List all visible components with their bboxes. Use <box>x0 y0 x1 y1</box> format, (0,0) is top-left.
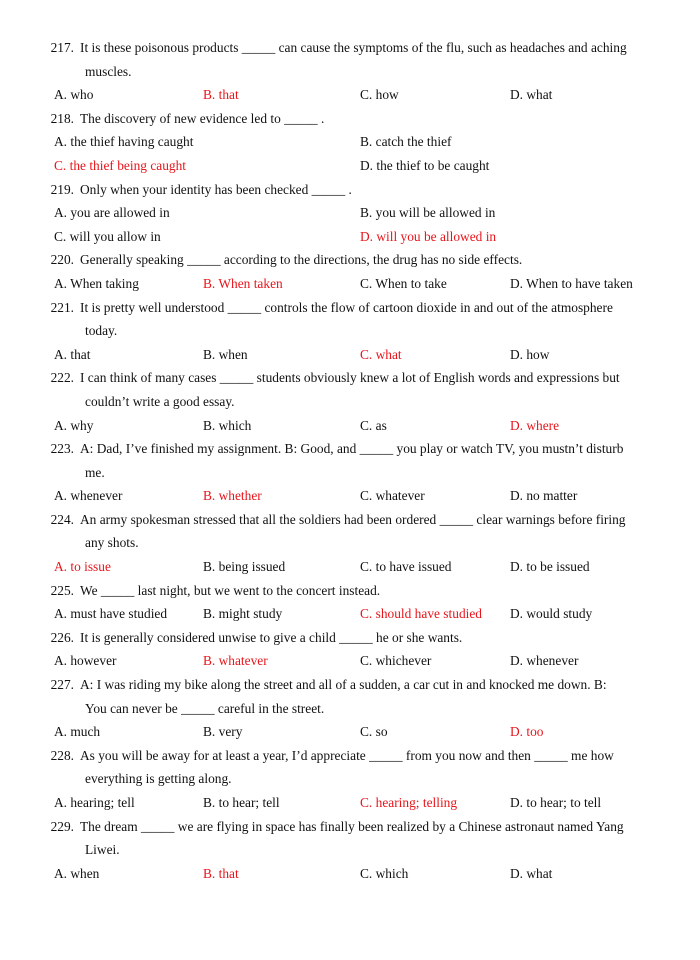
question-number: 227. <box>50 677 74 693</box>
question-228 <box>0 744 700 815</box>
options-row <box>0 130 700 154</box>
options-row <box>0 602 700 626</box>
question-text: An army spokesman stressed that all the soldiers had been ordered _____ clear warnings before firing <box>80 511 626 527</box>
options-row <box>0 555 700 579</box>
question-text-continued: any shots. <box>85 535 139 551</box>
question-text-continued: Liwei. <box>85 842 120 858</box>
options-row <box>0 272 700 296</box>
option-b: B. might study <box>203 606 283 622</box>
option-b: B. you will be allowed in <box>360 205 496 221</box>
option-c: C. as <box>360 417 387 433</box>
question-text: It is pretty well understood _____ controls the flow of cartoon dioxide in and out of the atmosphere <box>80 299 613 315</box>
option-c-correct: C. what <box>360 346 402 362</box>
option-a: A. why <box>54 417 94 433</box>
question-text-continued: me. <box>85 464 105 480</box>
options-row <box>0 414 700 438</box>
option-a: A. that <box>54 346 91 362</box>
option-d: D. to be issued <box>510 559 590 575</box>
question-text: A: I was riding my bike along the street and all of a sudden, a car cut in and knocked me down. B: <box>80 677 607 693</box>
question-text: The dream _____ we are flying in space has finally been realized by a Chinese astronaut named Yang <box>80 818 624 834</box>
question-number: 225. <box>50 582 74 598</box>
option-d: D. the thief to be caught <box>360 157 490 173</box>
option-c-correct: C. the thief being caught <box>54 157 187 173</box>
question-text: The discovery of new evidence led to _____ . <box>80 110 325 126</box>
options-row <box>0 201 700 225</box>
option-c: C. to have issued <box>360 559 452 575</box>
option-b: B. to hear; tell <box>203 795 280 810</box>
option-b-correct: B. When taken <box>203 275 283 291</box>
option-a: A. much <box>54 724 101 740</box>
question-number: 219. <box>50 181 74 197</box>
option-d: D. what <box>510 87 553 103</box>
option-b-correct: B. that <box>203 865 239 881</box>
option-b: B. which <box>203 417 252 433</box>
options-row <box>0 154 700 178</box>
option-b-correct: B. whether <box>203 488 262 504</box>
question-225 <box>0 579 700 626</box>
question-221 <box>0 296 700 367</box>
question-229 <box>0 815 700 886</box>
option-d-correct: D. where <box>510 417 560 433</box>
option-a: A. whenever <box>54 488 123 504</box>
question-227 <box>0 673 700 744</box>
options-row <box>0 225 700 249</box>
question-text-continued: muscles. <box>85 63 132 79</box>
option-a-correct: A. to issue <box>54 559 111 575</box>
question-226 <box>0 626 700 673</box>
options-row <box>0 484 700 508</box>
option-c: C. how <box>360 87 399 103</box>
question-number: 222. <box>50 370 74 386</box>
option-b: B. being issued <box>203 559 286 575</box>
question-217 <box>0 36 700 107</box>
options-row <box>0 862 700 886</box>
question-text: We _____ last night, but we went to the concert instead. <box>80 582 381 598</box>
option-c-correct: C. hearing; telling <box>360 795 458 810</box>
option-d: D. no matter <box>510 488 578 504</box>
question-223 <box>0 437 700 508</box>
question-text-continued: You can never be _____ careful in the street. <box>85 700 325 716</box>
option-b-correct: B. that <box>203 87 239 103</box>
option-d: D. would study <box>510 606 593 622</box>
question-text-continued: everything is getting along. <box>85 771 232 787</box>
option-a: A. you are allowed in <box>54 205 170 221</box>
question-number: 217. <box>50 40 74 55</box>
option-a: A. who <box>54 87 94 103</box>
option-a: A. the thief having caught <box>54 134 194 150</box>
question-number: 226. <box>50 629 74 645</box>
question-number: 220. <box>50 252 74 268</box>
question-text: I can think of many cases _____ students obviously knew a lot of English words and expressions but <box>80 370 620 386</box>
option-d: D. to hear; to tell <box>510 795 602 810</box>
exercise-document <box>0 36 700 885</box>
option-b: B. very <box>203 724 243 740</box>
question-219 <box>0 178 700 249</box>
option-d: D. When to have taken <box>510 275 633 291</box>
options-row <box>0 720 700 744</box>
question-number: 218. <box>50 110 74 126</box>
option-c: C. whichever <box>360 653 432 669</box>
option-a: A. When taking <box>54 275 139 291</box>
option-d: D. what <box>510 865 553 881</box>
option-c: C. so <box>360 724 388 740</box>
question-number: 224. <box>50 511 74 527</box>
option-d: D. whenever <box>510 653 579 669</box>
option-c-correct: C. should have studied <box>360 606 482 622</box>
option-a: A. when <box>54 865 100 881</box>
options-row <box>0 343 700 367</box>
question-number: 221. <box>50 299 74 315</box>
option-c: C. which <box>360 865 409 881</box>
option-a: A. must have studied <box>54 606 168 622</box>
question-number: 228. <box>50 747 74 763</box>
option-d-correct: D. will you be allowed in <box>360 228 497 244</box>
question-text: Generally speaking _____ according to the directions, the drug has no side effects. <box>80 252 523 268</box>
question-222 <box>0 366 700 437</box>
option-c: C. whatever <box>360 488 425 504</box>
option-a: A. hearing; tell <box>54 795 135 810</box>
question-224 <box>0 508 700 579</box>
option-c: C. will you allow in <box>54 228 161 244</box>
option-d: D. how <box>510 346 550 362</box>
question-218 <box>0 107 700 178</box>
question-text: It is generally considered unwise to give a child _____ he or she wants. <box>80 629 463 645</box>
question-text: Only when your identity has been checked _____ . <box>80 181 352 197</box>
option-a: A. however <box>54 653 117 669</box>
question-text: A: Dad, I’ve finished my assignment. B: Good, and _____ you play or watch TV, you mustn’t disturb <box>80 441 624 457</box>
question-number: 223. <box>50 441 74 457</box>
question-text: As you will be away for at least a year, I’d appreciate _____ from you now and then _____ me how <box>80 747 614 763</box>
question-220 <box>0 248 700 295</box>
question-text-continued: today. <box>85 323 118 339</box>
question-text: It is these poisonous products _____ can cause the symptoms of the flu, such as headaches and aching <box>80 40 627 55</box>
option-b-correct: B. whatever <box>203 653 268 669</box>
question-text-continued: couldn’t write a good essay. <box>85 393 235 409</box>
options-row <box>0 83 700 107</box>
option-b: B. when <box>203 346 248 362</box>
option-b: B. catch the thief <box>360 134 452 150</box>
question-number: 229. <box>50 818 74 834</box>
options-row <box>0 791 700 815</box>
options-row <box>0 649 700 673</box>
option-d-correct: D. too <box>510 724 544 740</box>
option-c: C. When to take <box>360 275 447 291</box>
